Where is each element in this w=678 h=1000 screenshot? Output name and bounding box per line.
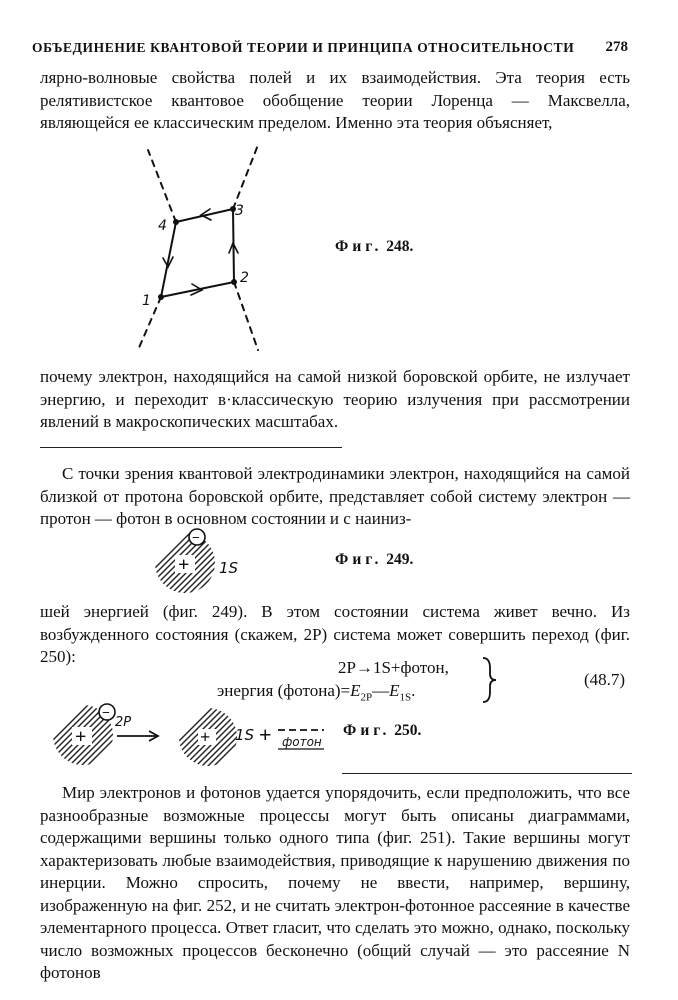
paragraph-1: лярно-волновые свойства полей и их взаимодействия. Эта теория есть релятивистское квантовое обобщение теории Лоренца — Максвелла, являющейся ее классическим пределом. Именно эта теория объясняет, <box>40 68 630 132</box>
proton-plus: + <box>178 554 190 576</box>
fig250-proton-plus-initial: + <box>75 726 87 748</box>
equation-minus: — <box>372 681 390 700</box>
figure-248-caption-number: 248. <box>386 238 414 255</box>
figure-249-diagram <box>145 528 265 598</box>
figure-249-caption-prefix: Фиг. <box>335 551 383 568</box>
photon-line-3 <box>233 145 258 209</box>
energy-symbol-2: E <box>389 681 400 700</box>
figure-250-caption-prefix: Фиг. <box>343 722 391 739</box>
figure-249-caption <box>335 551 413 569</box>
figure-250-caption <box>343 722 421 740</box>
fig250-state-1s: 1S <box>235 726 255 744</box>
equation-line-2-prefix: энергия (фотона)= <box>217 681 351 700</box>
state-label-1s: 1S <box>219 559 239 577</box>
equation-brace <box>480 656 500 704</box>
vertex-label-4: 4 <box>158 218 167 234</box>
vertex-2 <box>231 279 237 285</box>
figure-250-diagram <box>45 700 335 770</box>
figure-248-diagram <box>130 145 270 355</box>
fig250-electron-minus: − <box>102 706 110 721</box>
electron-minus: − <box>192 531 200 546</box>
equation-end: . <box>411 681 416 700</box>
figure-248-caption <box>335 238 413 256</box>
fig250-proton-plus-final: + <box>200 727 211 747</box>
fig250-state-2p: 2P <box>115 715 132 730</box>
paragraph-5: Мир электронов и фотонов удается упорядочить, если предположить, что все разнообразные возможные процессы могут быть описаны диаграммами, содержащими вершины только одного типа (фиг. 251). Такие вершины могут характеризовать любые взаимодействия, приводящие к нарушению движения по инерции. Можно спросить, почему не ввести, например, вершину, изображенную на фиг. 252, и не считать электрон-фотонное рассеяние в качестве элементарного процесса. Ответ гласит, что сделать это можно, однако, поскольку число возможных процессов бесконечно (общий случай — это рассеяние N фотонов <box>40 783 630 982</box>
equation-number: (48.7) <box>584 670 626 689</box>
energy-symbol-1: E <box>350 681 361 700</box>
electron-line-3-4 <box>176 209 233 222</box>
page-number: 278 <box>605 39 628 55</box>
vertex-label-3: 3 <box>235 203 244 219</box>
figure-248-caption-prefix: Фиг. <box>335 238 383 255</box>
vertex-4 <box>173 219 179 225</box>
vertex-label-2: 2 <box>240 270 249 286</box>
figure-249-caption-number: 249. <box>386 551 414 568</box>
vertex-label-1: 1 <box>142 293 151 309</box>
electron-line-1-2 <box>161 282 234 297</box>
equation-line-1: 2P→1S+фотон, <box>338 658 449 677</box>
paragraph-3: С точки зрения квантовой электродинамики электрон, находящийся на самой близкой от протона боровской орбите, представляет собой систему электрон — протон — фотон в основном состоянии и с наиниз- <box>40 464 630 528</box>
running-header <box>32 40 628 56</box>
paragraph-4: шей энергией (фиг. 249). В этом состоянии система живет вечно. Из возбужденного состояния (скажем, 2P) система может совершить переход (фиг. 250): <box>40 602 630 666</box>
photon-line-2 <box>234 282 258 350</box>
section-rule-2 <box>342 773 632 774</box>
fig250-plus-photon: + <box>259 722 272 747</box>
section-rule-1 <box>40 447 342 448</box>
energy-sub-1s: 1S <box>399 691 412 704</box>
paragraph-2: почему электрон, находящийся на самой низкой боровской орбите, не излучает энергию, и переходит в·классическую теорию излучения при рассмотрении явлений в макроскопических масштабах. <box>40 367 630 431</box>
running-title: ОБЪЕДИНЕНИЕ КВАНТОВОЙ ТЕОРИИ И ПРИНЦИПА ОТНОСИТЕЛЬНОСТИ <box>32 40 575 55</box>
fig250-photon-label: фотон <box>282 735 322 749</box>
vertex-1 <box>158 294 164 300</box>
photon-line-4 <box>148 150 176 222</box>
energy-sub-2p: 2P <box>360 691 373 704</box>
figure-250-caption-number: 250. <box>394 722 422 739</box>
